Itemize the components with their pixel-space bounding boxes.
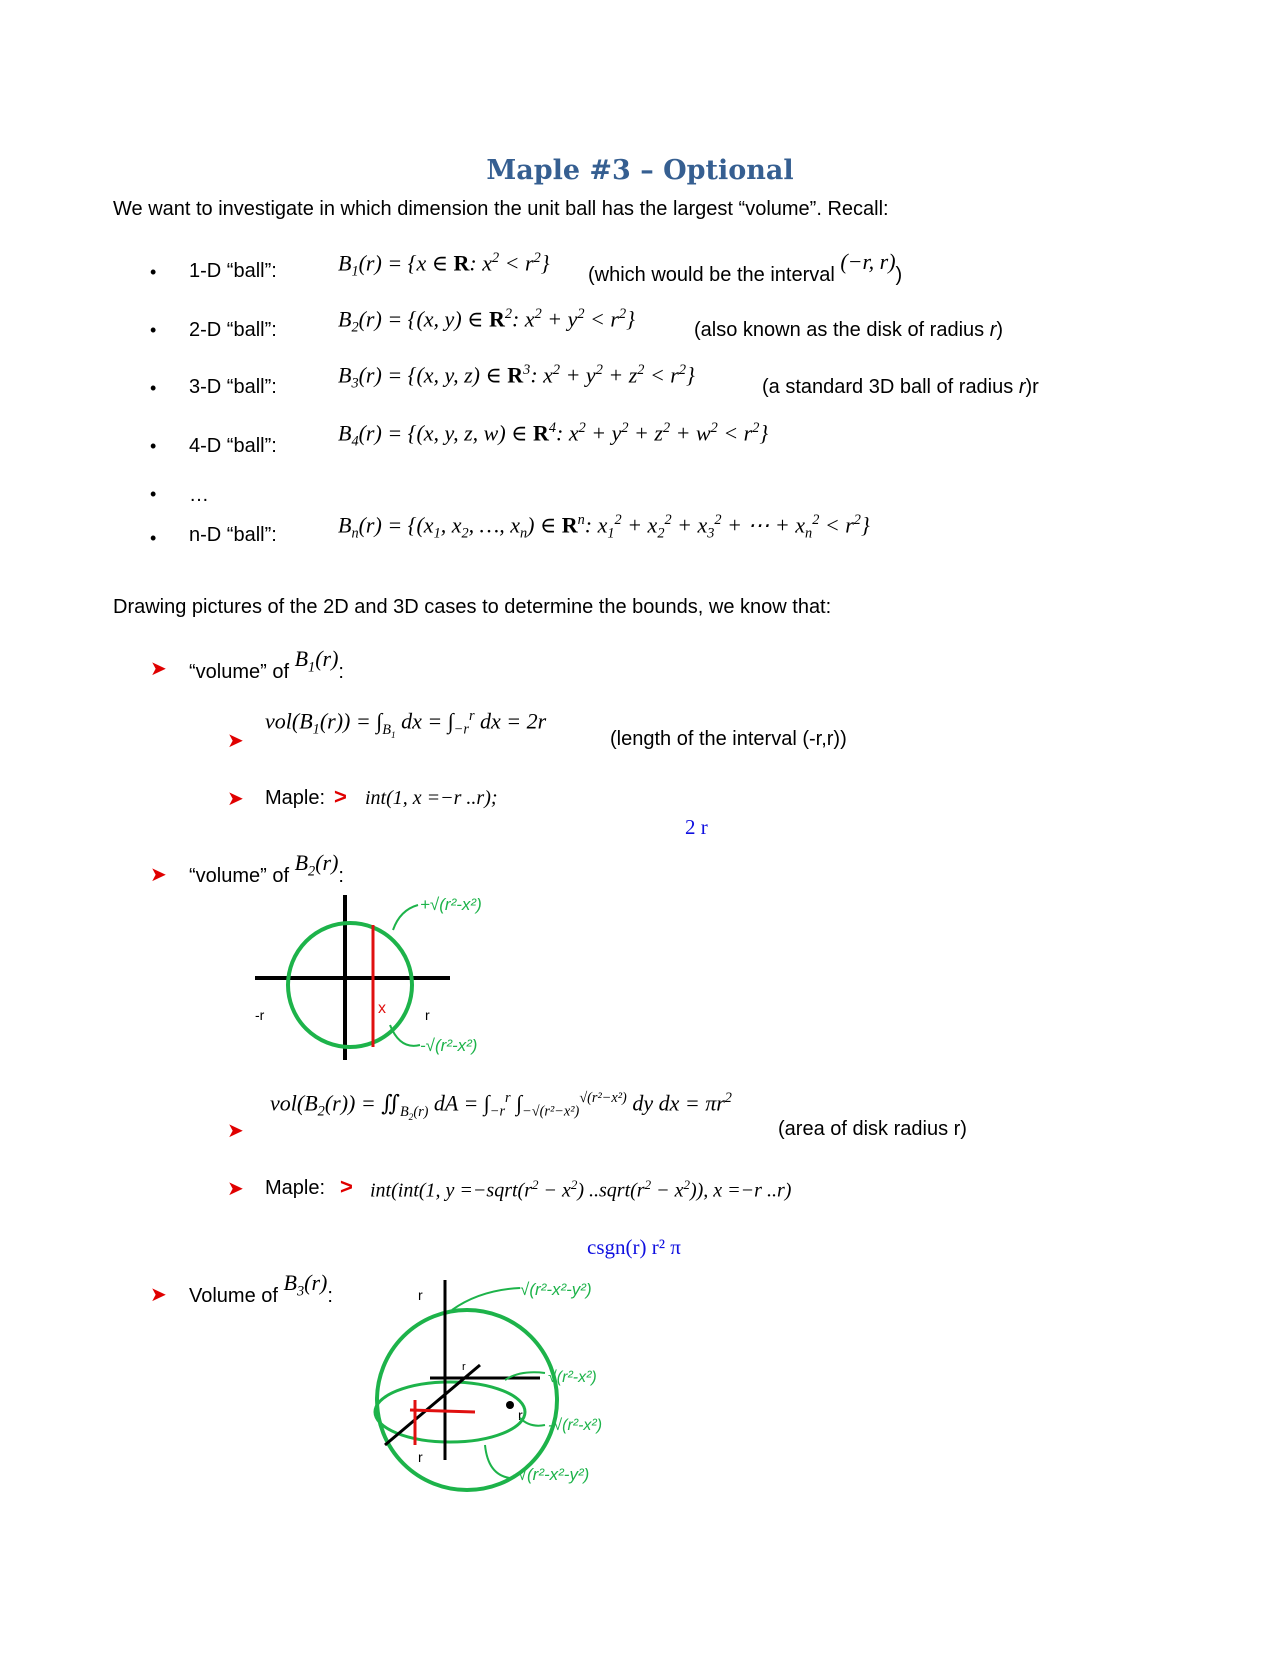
ball-label-4d: 4-D “ball”:	[189, 435, 277, 457]
ball-note-1d: (which would be the interval (−r, r))	[588, 249, 903, 286]
pointer-arrow	[393, 905, 418, 930]
sketch3-mid-neg-label: -√(r²-x²)	[548, 1417, 603, 1434]
r-front-label: r	[418, 1449, 423, 1465]
sphere-outline	[377, 1310, 557, 1490]
list-bullet: •	[150, 262, 157, 282]
vol1-maple-label: Maple:	[265, 787, 326, 809]
arrow-bullet-icon: ➤	[227, 788, 244, 810]
ball-note-2d: (also known as the disk of radius r)	[694, 319, 1004, 341]
sketch-bottom-label: -√(r²-x²)	[420, 1036, 478, 1055]
sketch-neg-r-label: -r	[255, 1007, 265, 1023]
vol1-heading: “volume” of $B_1(r)$:	[189, 646, 344, 683]
disk-sketch	[240, 885, 530, 1075]
vol1-maple-input: int(1, x =−r ..r);	[365, 787, 498, 809]
pointer-arrow	[485, 1445, 510, 1478]
sketch-x-label: x	[378, 1000, 386, 1017]
vol1-maple-output: 2 r	[685, 815, 708, 839]
ball-sketch	[370, 1270, 670, 1520]
arrow-bullet-icon: ➤	[227, 730, 244, 752]
ball-note-3d: (a standard 3D ball of radius r)r	[762, 376, 1039, 398]
list-bullet: •	[150, 378, 157, 398]
intro-text: We want to investigate in which dimension the unit ball has the largest “volume”. Recall:	[113, 198, 889, 220]
vol2-maple-input: int(int(1, $y =-sqrt(r^2 - x^2)$ $..sqrt(r^2 - x^2)$), x =−r ..r)	[370, 1177, 792, 1202]
vol2-maple-output: csgn(r) r² π	[587, 1235, 681, 1259]
ball-def-1d: $B_1(r) = \{x$ ∈ R: $x^2 < r^2$}	[338, 250, 550, 280]
list-bullet: •	[150, 436, 157, 456]
maple-prompt: >	[340, 1174, 353, 1199]
vol2-note: (area of disk radius r)	[778, 1118, 967, 1140]
ball-label-3d: 3-D “ball”:	[189, 376, 277, 398]
ball-def-3d: $B_3(r) = \{(x$, y, z) ∈ $R^3$: $x^2 + y^2 + z^2 < r^2$}	[338, 362, 695, 392]
slice-line	[410, 1410, 475, 1412]
list-bullet: •	[150, 484, 157, 504]
vol3-heading: Volume of $B_3(r)$:	[189, 1270, 333, 1307]
ball-label-2d: 2-D “ball”:	[189, 319, 277, 341]
arrow-bullet-icon: ➤	[150, 658, 167, 680]
ball-def-4d: $B_4(r) = \{(x$, y, z, w) ∈ $R^4$: $x^2 + y^2 + z^2 + w^2 < r^2$}	[338, 420, 769, 450]
sketch3-bottom-label: -√(r²-x²-y²)	[512, 1465, 590, 1484]
r-top-label: r	[418, 1287, 423, 1303]
maple-prompt: >	[334, 784, 347, 809]
r-center-label: r	[462, 1361, 466, 1373]
list-bullet: •	[150, 320, 157, 340]
ball-def-2d: $B_2(r) = \{(x$, y) ∈ $R^2$: $x^2 + y^2 < r^2$}	[338, 306, 635, 336]
vol2-maple-label: Maple:	[265, 1177, 326, 1199]
arrow-bullet-icon: ➤	[150, 1284, 167, 1306]
vol2-formula: $vol(B_2(r))$ = $∬_{B_2(r)}$ dA = $\int_{-r}^r$ $\int_{-√(r^2-x^2)}^{√(r^2-x^2)}$ dy dx = $\pi r^2$	[270, 1090, 732, 1123]
arrow-bullet-icon: ➤	[227, 1178, 244, 1200]
arrow-bullet-icon: ➤	[227, 1120, 244, 1142]
list-bullet: •	[150, 528, 157, 548]
drawing-intro: Drawing pictures of the 2D and 3D cases to determine the bounds, we know that:	[113, 596, 832, 618]
ball-label-ellipsis: …	[189, 484, 209, 506]
ball-def-nd: $B_n(r) = \{(x_1$, $x_2$, …, $x_n$) ∈ $R^n$: $x_1^2 + x_2^2 + x_3^2$ + ⋯ + $x_n^2 < r^2$}	[338, 512, 870, 542]
pointer-arrow	[452, 1288, 520, 1310]
vol1-formula: $vol(B_1(r)) = \int_{B_1}$ dx = $\int_{-r}^r$ dx = 2r	[265, 708, 547, 741]
page-title: Maple #3 – Optional	[486, 155, 794, 186]
ball-label-nd: n-D “ball”:	[189, 524, 277, 546]
disk-circle	[288, 923, 412, 1047]
sketch3-mid-label: √(r²-x²)	[548, 1369, 597, 1386]
vol1-note: (length of the interval (-r,r))	[610, 728, 847, 750]
sketch-r-label: r	[425, 1007, 430, 1023]
sketch3-top-label: √(r²-x²-y²)	[520, 1280, 592, 1299]
sketch-top-label: +√(r²-x²)	[420, 895, 482, 914]
point-marker	[506, 1401, 514, 1409]
ball-label-1d: 1-D “ball”:	[189, 260, 277, 282]
arrow-bullet-icon: ➤	[150, 864, 167, 886]
r-right-label: r	[518, 1407, 523, 1423]
vol2-heading: “volume” of $B_2(r)$:	[189, 850, 344, 887]
